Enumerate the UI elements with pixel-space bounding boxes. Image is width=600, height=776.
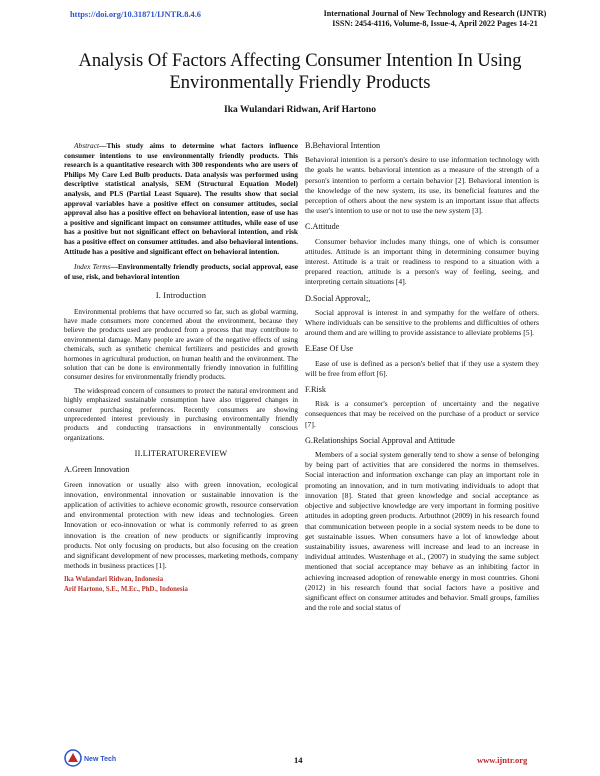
- journal-issn: ISSN: 2454-4116, Volume-8, Issue-4, April 2022 Pages 14-21: [332, 19, 538, 28]
- intro-paragraph-2: The widespread concern of consumers to protect the natural environment and highly emphasized sustainable consumption have also triggered changes in consumer purchasing preferences. Recently consumers are showing unprecedented interest previously in purchasing environmentally friendly products and conducting transactions in environmentally conscious organizations.: [64, 386, 298, 442]
- subsection-heading-risk: F.Risk: [305, 385, 326, 395]
- subsection-heading-attitude: C.Attitude: [305, 222, 340, 232]
- page-number: 14: [294, 755, 303, 765]
- ease-of-use-text: Ease of use is defined as a person's belief that if they use a system they will be free from effort [6].: [305, 358, 539, 378]
- paper-title: Analysis Of Factors Affecting Consumer Intention In Using Environmentally Friendly Products: [78, 51, 522, 93]
- subsection-heading-green-innovation: A.Green Innovation: [64, 465, 130, 475]
- journal-logo: [64, 748, 122, 768]
- affiliation-1: Ika Wulandari Ridwan, Indonesia: [64, 576, 164, 584]
- subsection-heading-social-approval: D.Social Approval;,: [305, 293, 371, 303]
- social-approval-attitude-text: Members of a social system generally tend to show a sense of belonging by being part of activities that are considered the norms in themselves. Social interaction and information exchange can play an important role in promoting an innovation, and in turn motivating individuals to adopt that innovation [8]. Stated that green knowledge and social acceptance as objective and subjective knowledge are very important in forming positive attitudes in adopting green products. Arbuthnot (2009) in his research found that communication between people in a social system needs to be done to get sustainable issues. When consumers have a lot of knowledge about sustainability issues, awareness will increase and lead to an increase in individual attitudes. Wustenhage et al., (2007) in studying the same subject mentioned that social acceptance may behave as an inhibiting factor in achieving increased adoption of renewable energy in most countries. Ghoni (2012) in his research found that social factors have a positive and significant effect on consumer attitudes and behavior. Small groups, families and the role and social status of: [305, 450, 539, 613]
- logo-triangle-icon: [68, 753, 78, 762]
- abstract: [64, 141, 298, 256]
- journal-website[interactable]: www.ijntr.org: [477, 755, 528, 765]
- intro-paragraph-1: Environmental problems that have occurred so far, such as global warming, have made consumers more concerned about the environment, because they believe the products used are produced from a process that may contribute to environmental damage. Many people are aware of the negative effects of using chemicals, such as synthetic chemical fertilizers and pesticides and growth hormones in agricultural production, on human health and the environment. The solution that can be done is environmentally friendly innovation in fulfilling consumer desires for environmentally friendly products.: [64, 307, 298, 382]
- social-approval-text: Social approval is interest in and sympathy for the welfare of others. Where individuals can be sensitive to the problems and difficulties of others around them and are willing to provide assistance to alleviate problems [5].: [305, 307, 539, 338]
- risk-text: Risk is a consumer's perception of uncertainty and the negative consequences that may be received on the purchase of a product or service [7].: [305, 399, 539, 429]
- doi-link[interactable]: https://doi.org/10.31871/IJNTR.8.4.6: [70, 10, 201, 19]
- journal-header: [305, 9, 565, 29]
- attitude-text: Consumer behavior includes many things, one of which is consumer attitudes. Attitude is an important thing in determining consumer buying interest. Attitude is a trait or readiness to respond to a situation with a prepared reaction, attitude is a person's way of feeling, seeing, and interpreting certain situations [4].: [305, 236, 539, 287]
- logo-text: New Tech: [84, 756, 117, 763]
- subsection-heading-social-approval-attitude: G.Relationships Social Approval and Attitude: [305, 435, 455, 445]
- abstract-text: —This study aims to determine what factors influence consumer intentions to use environmentally friendly products. This research is a quantitative research with 300 respondents who are users of Philips My Care Led Bulb products. Data analysis was performed using descriptive statistical analysis, SEM (Structural Equation Model) analysis, and PLS (Partial Least Square). The results show that social approval variables have a positive effect on consumer attitudes, social approval also has a positive effect on behavioral intention, ease of use has a positive and significant impact on consumer attitudes, while ease of use has a positive but not significant effect on behavioral intention, and risk has a positive effect on consumer attitudes. and also behavioral intentions. Attitude has a positive and significant effect on behavioral intention.: [64, 141, 298, 256]
- behavioral-intention-text: Behavioral intention is a person's desire to use information technology with the goals he wants. behavioral intention as a measure of the strength of a person's intention to perform a certain behavior [2]. Behavioral intention is the knowledge of the new system, its use, its beneficial features and the perception of others about the new system is an important issue that affects the user's intention to use or not to use the new system [3].: [305, 155, 539, 216]
- index-terms-label: Index Terms: [74, 262, 111, 272]
- section-heading-introduction: I. Introduction: [155, 291, 207, 301]
- subsection-heading-behavioral-intention: B.Behavioral Intention: [305, 141, 381, 150]
- index-terms-text: —Environmentally friendly products, social approval, ease of use, risk, and behavioral intention: [64, 262, 298, 281]
- right-column: [305, 141, 539, 617]
- index-terms: [64, 262, 298, 281]
- subsection-heading-ease-of-use: E.Ease Of Use: [305, 344, 353, 354]
- abstract-label: Abstract: [74, 141, 100, 150]
- green-innovation-text: Green innovation or usually also with green innovation, ecological innovation, environmental innovation or sustainable innovation is the application of activities to achieve economic growth, resource conservation and environmental protection with new ideas and technologies. Green Innovation or eco-innovation or what is commonly referred to as green innovation is the creation of new products or significantly improving products. Not only focusing on products, but also focusing on the creation and significant development of new processes, marketing methods, company methods in business practices [1].: [64, 479, 298, 571]
- affiliation-2: Arif Hartono, S.E., M.Ec., PhD., Indonesia: [64, 586, 188, 594]
- journal-name: International Journal of New Technology and Research (IJNTR): [323, 9, 547, 18]
- author-list: Ika Wulandari Ridwan, Arif Hartono: [224, 105, 376, 115]
- left-column: [64, 141, 298, 595]
- section-heading-literature-review: II.LITERATUREREVIEW: [134, 449, 228, 459]
